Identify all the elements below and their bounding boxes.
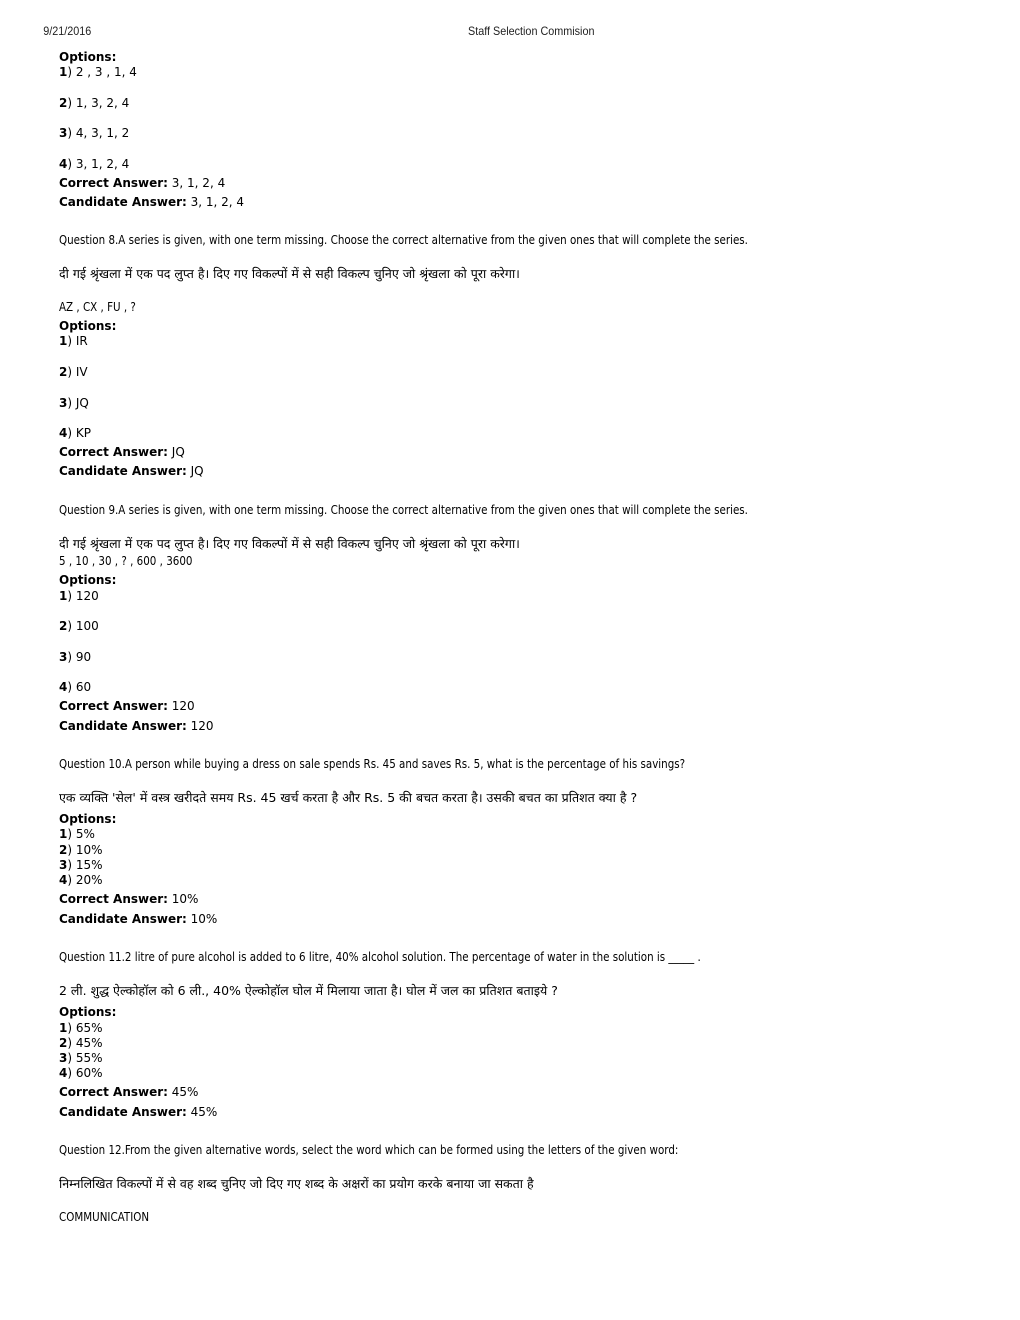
option-number: 4 [59, 680, 68, 694]
correct-answer-label: Correct Answer: [59, 176, 168, 190]
options-label: Options: [59, 50, 117, 64]
question-text-english: Question 12.From the given alternative words, select the word which can be formed using the letters of the given word: [59, 1143, 679, 1157]
option-text: ) 4, 3, 1, 2 [67, 126, 130, 140]
option-2 [59, 843, 103, 858]
option-text: ) 90 [67, 650, 92, 664]
candidate-answer-value: 10% [186, 912, 218, 926]
question-text-hindi: निम्नलिखित विकल्पों में से वह शब्द चुनिए जो दिए गए शब्द के अक्षरों का प्रयोग करके बनाया जा सकता है [59, 1176, 534, 1191]
option-4 [59, 157, 129, 172]
candidate-answer-value: 3, 1, 2, 4 [186, 195, 245, 209]
candidate-answer [59, 912, 217, 927]
option-number: 1 [59, 589, 68, 603]
correct-answer-value: 3, 1, 2, 4 [167, 176, 226, 190]
option-number: 1 [59, 827, 68, 841]
question-series: 5 , 10 , 30 , ? , 600 , 3600 [59, 554, 193, 568]
correct-answer-value: JQ [167, 445, 185, 459]
correct-answer-label: Correct Answer: [59, 892, 168, 906]
candidate-answer [59, 464, 204, 479]
option-text: ) 65% [67, 1021, 103, 1035]
option-number: 1 [59, 1021, 68, 1035]
option-number: 1 [59, 334, 68, 348]
option-1 [59, 827, 95, 842]
question-series: AZ , CX , FU , ? [59, 300, 136, 314]
option-3 [59, 650, 91, 665]
option-3 [59, 396, 89, 411]
candidate-answer-label: Candidate Answer: [59, 195, 187, 209]
correct-answer-value: 10% [167, 892, 199, 906]
option-number: 4 [59, 873, 68, 887]
question-text-english: Question 11.2 litre of pure alcohol is added to 6 litre, 40% alcohol solution. The percentage of water in the solution is _____ . [59, 950, 701, 964]
correct-answer [59, 892, 198, 907]
option-number: 2 [59, 96, 68, 110]
option-4 [59, 680, 91, 695]
options-label: Options: [59, 812, 117, 826]
options-label: Options: [59, 573, 117, 587]
option-number: 2 [59, 365, 68, 379]
question-text-english: Question 8.A series is given, with one term missing. Choose the correct alternative from the given ones that will complete the series. [59, 233, 748, 247]
option-2 [59, 365, 88, 380]
option-number: 3 [59, 1051, 68, 1065]
option-1 [59, 65, 137, 80]
candidate-answer [59, 195, 244, 210]
option-number: 2 [59, 619, 68, 633]
candidate-answer-value: 120 [186, 719, 214, 733]
option-4 [59, 426, 91, 441]
candidate-answer-label: Candidate Answer: [59, 1105, 187, 1119]
correct-answer-label: Correct Answer: [59, 1085, 168, 1099]
option-1 [59, 334, 88, 349]
candidate-answer-label: Candidate Answer: [59, 719, 187, 733]
question-text-hindi: दी गई श्रृंखला में एक पद लुप्त है। दिए गए विकल्पों में से सही विकल्प चुनिए जो श्रृंखला को पूरा करेगा। [59, 536, 520, 551]
question-text-english: Question 9.A series is given, with one term missing. Choose the correct alternative from the given ones that will complete the series. [59, 503, 748, 517]
correct-answer [59, 699, 195, 714]
options-label: Options: [59, 319, 117, 333]
candidate-answer [59, 719, 214, 734]
candidate-answer-label: Candidate Answer: [59, 464, 187, 478]
given-word: COMMUNICATION [59, 1210, 150, 1224]
question-text-hindi: 2 ली. शुद्ध ऐल्कोहॉल को 6 ली., 40% ऐल्कोहॉल घोल में मिलाया जाता है। घोल में जल का प्रतिशत बताइये ? [59, 983, 558, 998]
option-text: ) 100 [67, 619, 99, 633]
option-text: ) 60 [67, 680, 92, 694]
option-text: ) 3, 1, 2, 4 [67, 157, 130, 171]
question-text-hindi: एक व्यक्ति 'सेल' में वस्त्र खरीदते समय Rs. 45 खर्च करता है और Rs. 5 की बचत करता है। उसकी बचत का प्रतिशत क्या है ? [59, 790, 638, 805]
correct-answer [59, 176, 225, 191]
option-4 [59, 1066, 103, 1081]
candidate-answer-value: 45% [186, 1105, 218, 1119]
option-text: ) 2 , 3 , 1, 4 [67, 65, 137, 79]
option-4 [59, 873, 103, 888]
correct-answer-label: Correct Answer: [59, 699, 168, 713]
correct-answer [59, 445, 185, 460]
options-label: Options: [59, 1005, 117, 1019]
option-text: ) JQ [67, 396, 89, 410]
option-3 [59, 858, 103, 873]
option-number: 1 [59, 65, 68, 79]
document-title: Staff Selection Commision [468, 24, 595, 38]
candidate-answer-label: Candidate Answer: [59, 912, 187, 926]
option-text: ) 45% [67, 1036, 103, 1050]
option-text: ) KP [67, 426, 91, 440]
page-header [0, 24, 918, 40]
option-text: ) IR [67, 334, 88, 348]
option-3 [59, 1051, 103, 1066]
option-1 [59, 589, 99, 604]
option-2 [59, 1036, 103, 1051]
option-number: 4 [59, 157, 68, 171]
option-2 [59, 96, 129, 111]
option-number: 3 [59, 396, 68, 410]
question-text-hindi: दी गई श्रृंखला में एक पद लुप्त है। दिए गए विकल्पों में से सही विकल्प चुनिए जो श्रृंखला को पूरा करेगा। [59, 266, 520, 281]
option-text: ) 120 [67, 589, 99, 603]
question-text-english: Question 10.A person while buying a dress on sale spends Rs. 45 and saves Rs. 5, what is the percentage of his savings? [59, 757, 686, 771]
option-text: ) IV [67, 365, 88, 379]
option-number: 2 [59, 843, 68, 857]
option-number: 2 [59, 1036, 68, 1050]
correct-answer [59, 1085, 198, 1100]
option-number: 4 [59, 1066, 68, 1080]
correct-answer-value: 45% [167, 1085, 199, 1099]
print-date: 9/21/2016 [43, 24, 92, 38]
option-2 [59, 619, 99, 634]
option-text: ) 15% [67, 858, 103, 872]
option-3 [59, 126, 129, 141]
correct-answer-label: Correct Answer: [59, 445, 168, 459]
option-number: 4 [59, 426, 68, 440]
option-text: ) 1, 3, 2, 4 [67, 96, 130, 110]
option-1 [59, 1021, 103, 1036]
correct-answer-value: 120 [167, 699, 195, 713]
option-number: 3 [59, 650, 68, 664]
option-number: 3 [59, 858, 68, 872]
candidate-answer-value: JQ [186, 464, 204, 478]
option-text: ) 20% [67, 873, 103, 887]
option-text: ) 60% [67, 1066, 103, 1080]
option-number: 3 [59, 126, 68, 140]
option-text: ) 5% [67, 827, 95, 841]
candidate-answer [59, 1105, 217, 1120]
option-text: ) 55% [67, 1051, 103, 1065]
option-text: ) 10% [67, 843, 103, 857]
